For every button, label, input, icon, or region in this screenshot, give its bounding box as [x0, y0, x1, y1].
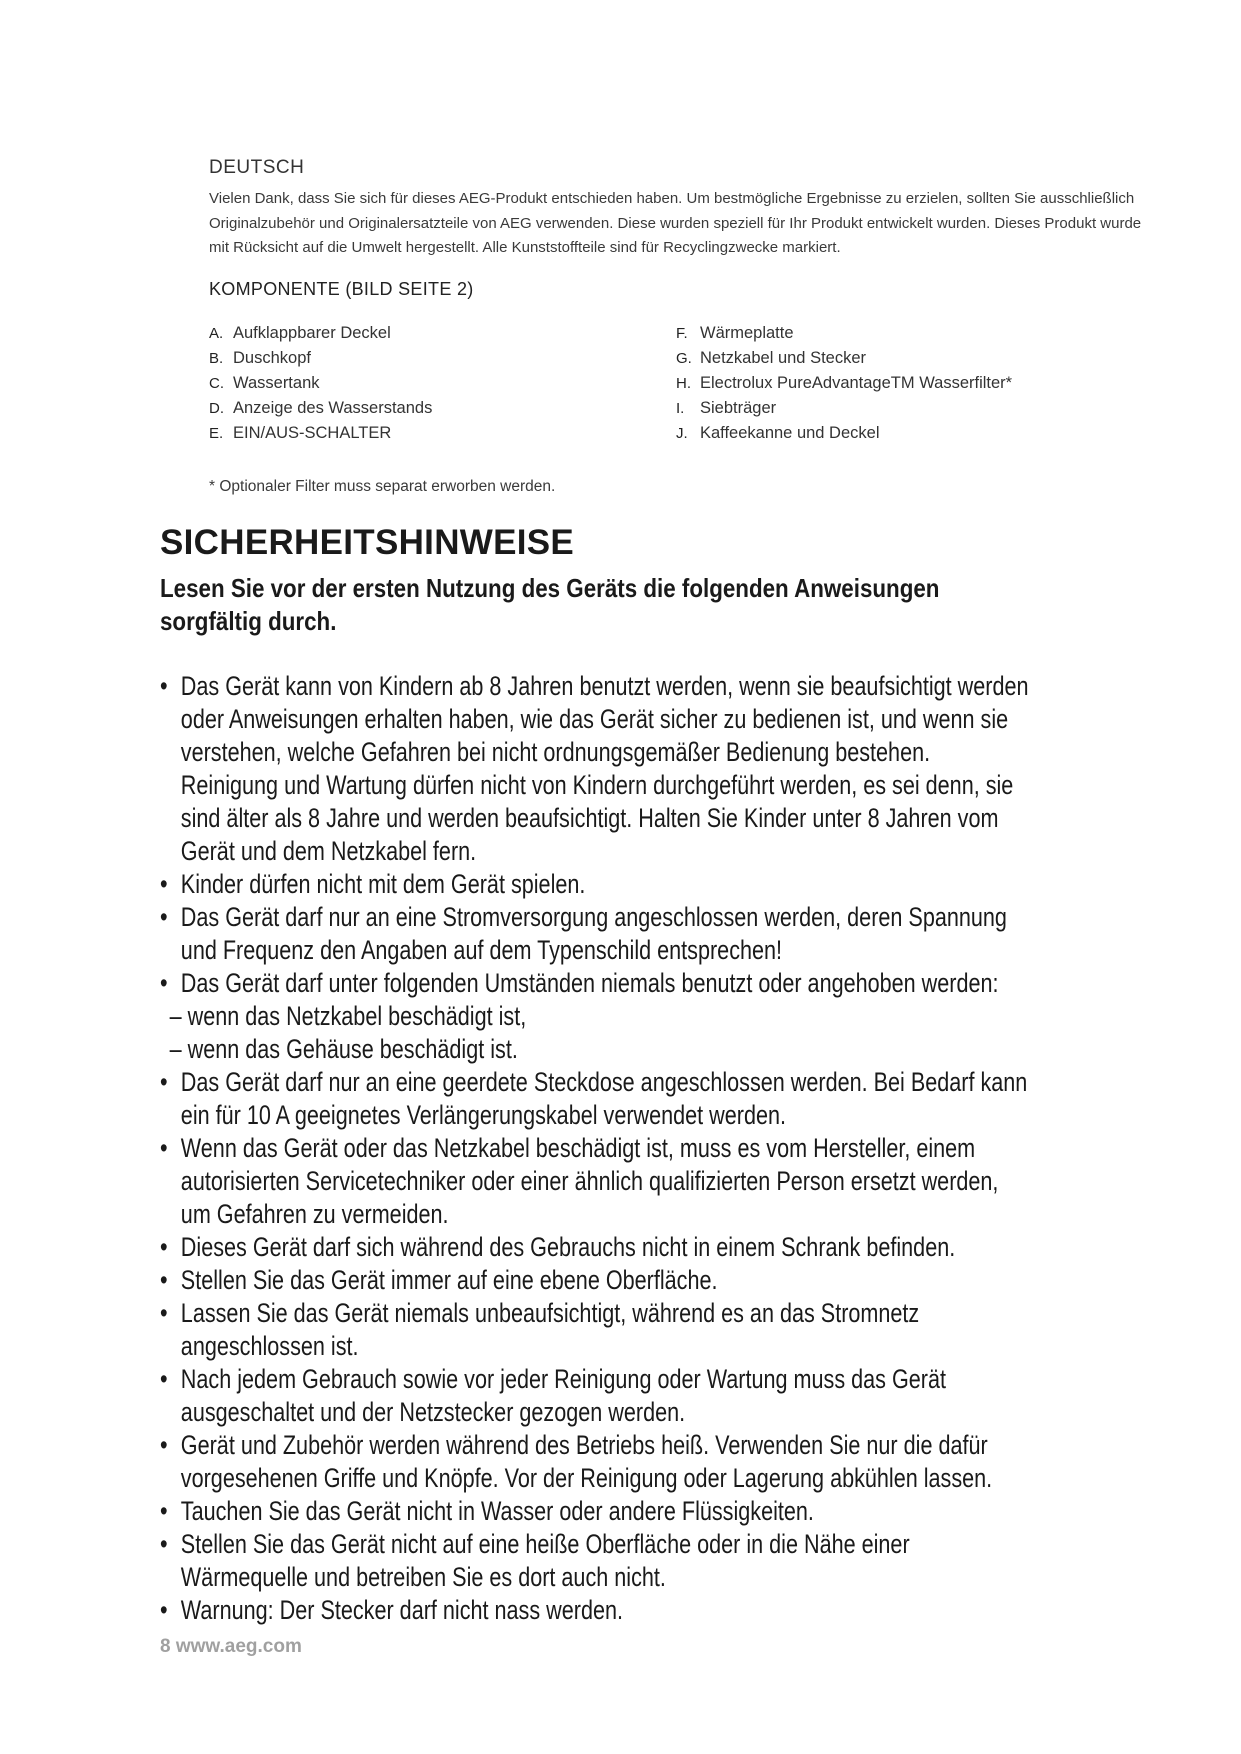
component-letter: F.: [676, 325, 688, 342]
component-label: Siebträger: [700, 399, 777, 417]
safety-item: • Gerät und Zubehör werden während des Betriebs heiß. Verwenden Sie nur die dafür vorgesehenen Griffe und Knöpfe. Vor der Reinigung oder Lagerung abkühlen lassen.: [160, 1429, 1032, 1495]
component-letter: D.: [209, 400, 224, 417]
safety-list: [160, 670, 1032, 1627]
safety-item: • Stellen Sie das Gerät nicht auf eine heiße Oberfläche oder in die Nähe einer Wärmequelle und betreiben Sie es dort auch nicht.: [160, 1528, 1032, 1594]
safety-heading: SICHERHEITSHINWEISE: [160, 523, 575, 562]
component-label: Aufklappbarer Deckel: [233, 324, 391, 342]
safety-item: • Warnung: Der Stecker darf nicht nass werden.: [160, 1594, 1032, 1627]
component-label: Kaffeekanne und Deckel: [700, 424, 880, 442]
components-list-right: [676, 321, 1012, 446]
component-item: [209, 371, 432, 396]
component-letter: H.: [676, 375, 691, 392]
intro-paragraph: Vielen Dank, dass Sie sich für dieses AEG-Produkt entschieden haben. Um bestmögliche Ergebnisse zu erzielen, sollten Sie ausschließlich Originalzubehör und Originalersatzteile von AEG verwenden. Diese wurden speziell für Ihr Produkt entwickelt wurden. Dieses Produkt wurde mit Rücksicht auf die Umwelt hergestellt. Alle Kunststoffteile sind für Recyclingzwecke markiert.: [209, 190, 1142, 256]
component-label: Anzeige des Wasserstands: [233, 399, 433, 417]
component-letter: I.: [676, 400, 685, 417]
component-item: [209, 321, 432, 346]
safety-item: • Dieses Gerät darf sich während des Gebrauchs nicht in einem Schrank befinden.: [160, 1231, 1032, 1264]
component-letter: B.: [209, 350, 224, 367]
safety-item: • Das Gerät kann von Kindern ab 8 Jahren benutzt werden, wenn sie beaufsichtigt werden oder Anweisungen erhalten haben, wie das Gerät sicher zu bedienen ist, und wenn sie verstehen, welche Gefahren bei nicht ordnungsgemäßer Bedienung bestehen. Reinigung und Wartung dürfen nicht von Kindern durchgeführt werden, es sei denn, sie sind älter als 8 Jahre und werden beaufsichtigt. Halten Sie Kinder unter 8 Jahren vom Gerät und dem Netzkabel fern.: [160, 670, 1032, 868]
safety-item: • Lassen Sie das Gerät niemals unbeaufsichtigt, während es an das Stromnetz angeschlossen ist.: [160, 1297, 1032, 1363]
component-item: [676, 321, 1012, 346]
safety-item: • Nach jedem Gebrauch sowie vor jeder Reinigung oder Wartung muss das Gerät ausgeschaltet und der Netzstecker gezogen werden.: [160, 1363, 1032, 1429]
component-letter: C.: [209, 375, 224, 392]
components-list-left: [209, 321, 432, 446]
safety-item: • Wenn das Gerät oder das Netzkabel beschädigt ist, muss es vom Hersteller, einem autorisierten Servicetechniker oder einer ähnlich qualifizierten Person ersetzt werden, um Gefahren zu vermeiden.: [160, 1132, 1032, 1231]
safety-subitem: – wenn das Netzkabel beschädigt ist,: [169, 1001, 527, 1031]
component-item: [676, 396, 1012, 421]
component-letter: E.: [209, 425, 224, 442]
component-label: Wassertank: [233, 374, 320, 392]
component-item: [676, 371, 1012, 396]
component-item: [209, 421, 432, 446]
language-label: DEUTSCH: [209, 157, 305, 178]
component-item: [676, 421, 1012, 446]
safety-subitem: – wenn das Gehäuse beschädigt ist.: [169, 1034, 518, 1064]
component-item: [676, 346, 1012, 371]
component-label: Netzkabel und Stecker: [700, 349, 867, 367]
safety-item: • Das Gerät darf nur an eine geerdete Steckdose angeschlossen werden. Bei Bedarf kann ein für 10 A geeignetes Verlängerungskabel verwendet werden.: [160, 1066, 1032, 1132]
component-label: Electrolux PureAdvantageTM Wasserfilter*: [700, 374, 1013, 392]
component-letter: J.: [676, 425, 688, 442]
component-item: [209, 346, 432, 371]
safety-item: • Stellen Sie das Gerät immer auf eine ebene Oberfläche.: [160, 1264, 1032, 1297]
component-letter: G.: [676, 350, 692, 367]
component-label: EIN/AUS-SCHALTER: [233, 424, 392, 442]
filter-footnote: * Optionaler Filter muss separat erworben werden.: [209, 478, 556, 495]
component-item: [209, 396, 432, 421]
component-label: Wärmeplatte: [700, 324, 794, 342]
page-footer: 8 www.aeg.com: [160, 1636, 302, 1657]
safety-item: • Kinder dürfen nicht mit dem Gerät spielen.: [160, 868, 1032, 901]
safety-item: • Tauchen Sie das Gerät nicht in Wasser oder andere Flüssigkeiten.: [160, 1495, 1032, 1528]
safety-subheading: Lesen Sie vor der ersten Nutzung des Geräts die folgenden Anweisungen sorgfältig durch.: [160, 573, 940, 636]
safety-item: • Das Gerät darf nur an eine Stromversorgung angeschlossen werden, deren Spannung und Frequenz den Angaben auf dem Typenschild entsprechen!: [160, 901, 1032, 967]
component-letter: A.: [209, 325, 224, 342]
safety-item: • Das Gerät darf unter folgenden Umständen niemals benutzt oder angehoben werden:: [160, 967, 1032, 1000]
components-title: KOMPONENTE (BILD SEITE 2): [209, 279, 474, 299]
component-label: Duschkopf: [233, 349, 311, 367]
